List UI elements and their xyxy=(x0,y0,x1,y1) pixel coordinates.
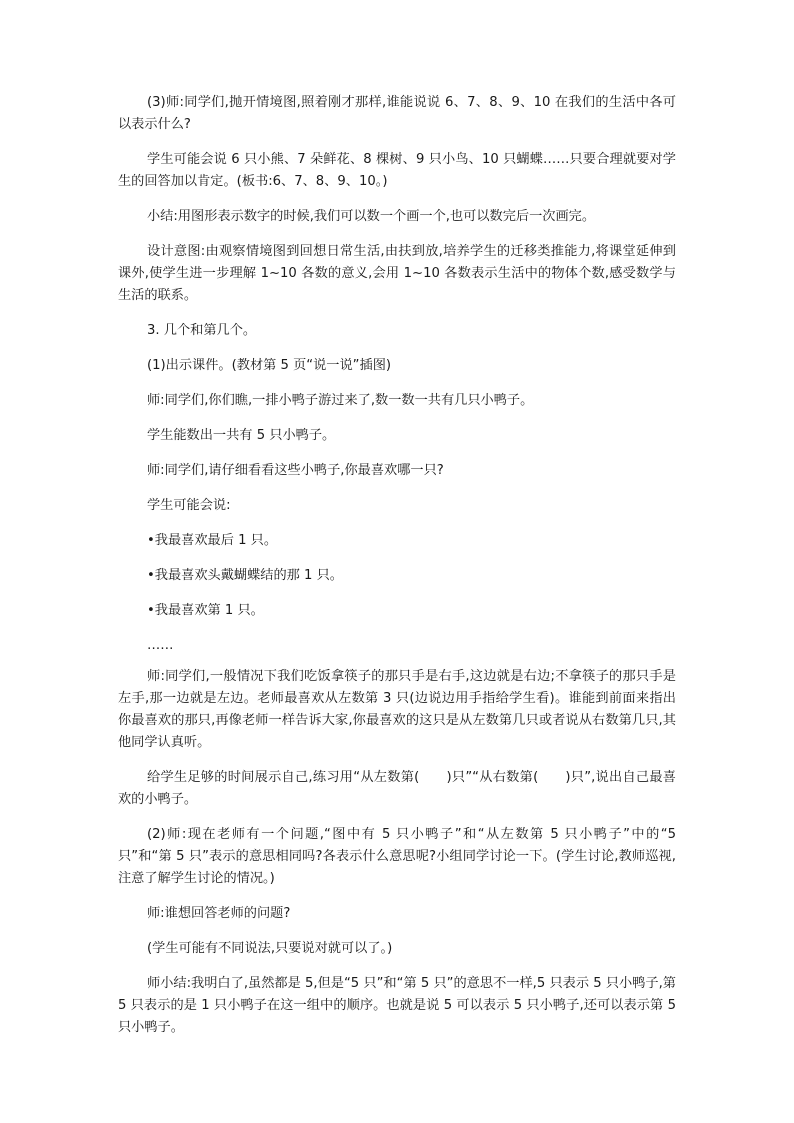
paragraph-different-answers: (学生可能有不同说法,只要说对就可以了。) xyxy=(147,941,393,956)
ellipsis-line: …… xyxy=(147,638,174,653)
bullet-last-one: •我最喜欢最后 1 只。 xyxy=(147,533,278,548)
paragraph-left-right-hands: 师:同学们,一般情况下我们吃饭拿筷子的那只手是右手,这边就是右边;不拿筷子的那只手是左手,那一边就是左边。老师最喜欢从左数第 3 只(边说边用手指给学生看)。谁能到前面来指出你最喜欢的那只,再像老师一样告诉大家,你最喜欢的这只是从左数第几只或者说从右数第几只,其他同学认真听。 xyxy=(118,669,676,750)
paragraph-ask-numbers-in-life: (3)师:同学们,抛开情境图,照着刚才那样,谁能说说 6、7、8、9、10 在我们的生活中各可以表示什么? xyxy=(118,95,676,132)
paragraph-students-may-say: 学生可能会说: xyxy=(147,498,231,513)
paragraph-summary-drawing: 小结:用图形表示数字的时候,我们可以数一个画一个,也可以数完后一次画完。 xyxy=(147,209,596,224)
paragraph-question-five: (2)师:现在老师有一个问题,“图中有 5 只小鸭子”和“从左数第 5 只小鸭子”中的“5 只”和“第 5 只”表示的意思相同吗?各表示什么意思呢?小组同学讨论一下。(学生讨论,教师巡视,注意了解学生讨论的情况。) xyxy=(118,827,676,886)
paragraph-who-answers: 师:谁想回答老师的问题? xyxy=(147,906,291,921)
paragraph-count-ducks: 师:同学们,你们瞧,一排小鸭子游过来了,数一数一共有几只小鸭子。 xyxy=(147,393,534,408)
bullet-first-one: •我最喜欢第 1 只。 xyxy=(147,603,264,618)
paragraph-five-ducks: 学生能数出一共有 5 只小鸭子。 xyxy=(147,428,336,443)
paragraph-design-intent: 设计意图:由观察情境图到回想日常生活,由扶到放,培养学生的迁移类推能力,将课堂延伸到课外,使学生进一步理解 1~10 各数的意义,会用 1~10 各数表示生活中的物体个数,感受数学与生活的联系。 xyxy=(118,244,676,303)
section-heading-ordinal: 3. 几个和第几个。 xyxy=(147,323,257,338)
paragraph-practice-expression: 给学生足够的时间展示自己,练习用“从左数第( )只”“从右数第( )只”,说出自己最喜欢的小鸭子。 xyxy=(118,770,676,807)
paragraph-student-answers: 学生可能会说 6 只小熊、7 朵鲜花、8 棵树、9 只小鸟、10 只蝴蝶……只要合理就要对学生的回答加以肯定。(板书:6、7、8、9、10。) xyxy=(118,152,676,189)
paragraph-favorite-duck: 师:同学们,请仔细看看这些小鸭子,你最喜欢哪一只? xyxy=(147,463,444,478)
paragraph-teacher-summary: 师小结:我明白了,虽然都是 5,但是“5 只”和“第 5 只”的意思不一样,5 只表示 5 只小鸭子,第 5 只表示的是 1 只小鸭子在这一组中的顺序。也就是说 5 可以表示 5 只小鸭子,还可以表示第 5 只小鸭子。 xyxy=(118,976,676,1035)
bullet-bow-one: •我最喜欢头戴蝴蝶结的那 1 只。 xyxy=(147,568,343,583)
paragraph-show-courseware: (1)出示课件。(教材第 5 页“说一说”插图) xyxy=(147,358,392,373)
